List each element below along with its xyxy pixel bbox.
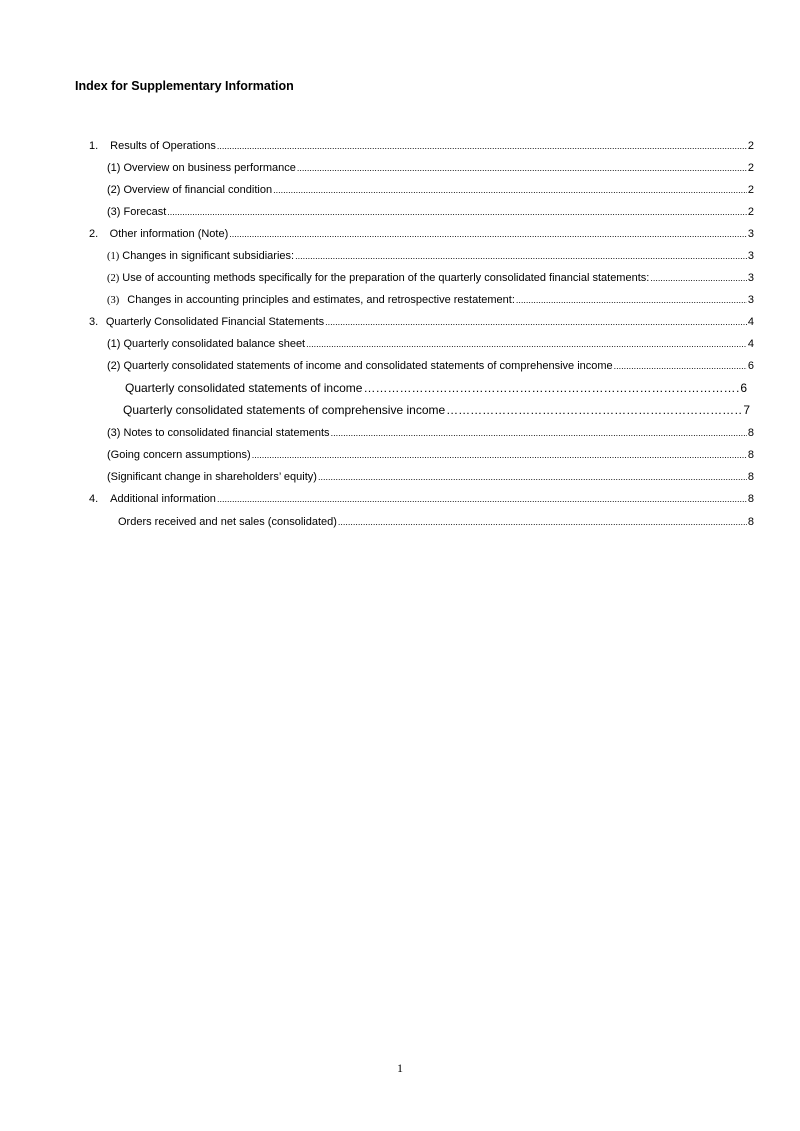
toc-page-number: 3 — [747, 272, 754, 284]
toc-leader-dots — [252, 448, 747, 462]
toc-leader-dots — [614, 359, 747, 373]
toc-entry-label: Quarterly consolidated statements of comprehensive income — [123, 403, 446, 417]
toc-section-number: 3. — [89, 316, 99, 328]
toc-page-number: 8 — [747, 427, 754, 439]
toc-leader-dots — [318, 470, 747, 484]
toc-leader-dots — [516, 293, 747, 307]
toc-entry-label: (1) Quarterly consolidated balance sheet — [107, 338, 306, 350]
toc-entry[interactable] — [107, 426, 754, 440]
toc-entry[interactable] — [89, 492, 754, 506]
toc-entry[interactable] — [107, 205, 754, 219]
toc-entry-label: Quarterly consolidated statements of income — [125, 381, 363, 395]
toc-section-number: 2. — [89, 228, 99, 240]
toc-entry-label: (Significant change in shareholders’ equity) — [107, 471, 317, 483]
toc-leader-dots — [217, 139, 747, 153]
page-number-footer: 1 — [397, 1061, 403, 1075]
toc-entry[interactable] — [107, 271, 754, 286]
toc-page-number: 2 — [747, 206, 754, 218]
toc-entry-label: Use of accounting methods specifically for the preparation of the quarterly consolidated financial statements: — [122, 272, 650, 284]
toc-page-number: 2 — [747, 162, 754, 174]
toc-entry[interactable] — [107, 470, 754, 484]
toc-leader-dots — [446, 403, 742, 418]
toc-entry-label: (2) Quarterly consolidated statements of income and consolidated statements of comprehensive income — [107, 360, 613, 372]
toc-page-number: 3 — [747, 250, 754, 262]
toc-entry[interactable] — [107, 249, 754, 264]
toc-entry-label: Other information (Note) — [109, 228, 229, 240]
toc-leader-dots — [229, 227, 747, 241]
toc-entry-label: Results of Operations — [110, 140, 216, 152]
toc-entry[interactable] — [125, 381, 747, 396]
toc-leader-dots — [338, 515, 747, 529]
toc-page-number: 6 — [740, 381, 747, 395]
toc-page-number: 8 — [747, 493, 754, 505]
toc-item-marker: (2) — [107, 273, 120, 284]
toc-entry[interactable] — [107, 359, 754, 373]
toc-entry[interactable] — [89, 315, 754, 329]
toc-page-number: 6 — [747, 360, 754, 372]
toc-entry[interactable] — [107, 183, 754, 197]
toc-entry-label: (Going concern assumptions) — [107, 449, 251, 461]
toc-section-number: 1. — [89, 140, 99, 152]
toc-entry-label: Changes in significant subsidiaries: — [122, 250, 295, 262]
toc-entry[interactable] — [107, 448, 754, 462]
toc-page-number: 3 — [747, 228, 754, 240]
toc-entry-label: (3) Forecast — [107, 206, 167, 218]
page-title: Index for Supplementary Information — [75, 79, 294, 93]
toc-leader-dots — [650, 271, 747, 285]
toc-page-number: 4 — [747, 316, 754, 328]
toc-entry-label: Orders received and net sales (consolidated) — [118, 516, 337, 528]
toc-leader-dots — [273, 183, 747, 197]
toc-leader-dots — [297, 161, 747, 175]
toc-entry-label: (1) Overview on business performance — [107, 162, 296, 174]
toc-leader-dots — [325, 315, 747, 329]
toc-page-number: 8 — [747, 471, 754, 483]
toc-leader-dots — [217, 492, 747, 506]
toc-page-number: 3 — [747, 294, 754, 306]
toc-leader-dots — [295, 249, 747, 263]
toc-leader-dots — [331, 426, 747, 440]
toc-page-number: 2 — [747, 140, 754, 152]
toc-entry[interactable] — [89, 139, 754, 153]
toc-leader-dots — [363, 381, 739, 396]
toc-entry[interactable] — [107, 337, 754, 351]
toc-page-number: 8 — [747, 449, 754, 461]
toc-entry-label: Quarterly Consolidated Financial Statements — [105, 316, 325, 328]
toc-entry[interactable] — [123, 403, 750, 418]
toc-page-number: 7 — [743, 403, 750, 417]
toc-leader-dots — [167, 205, 747, 219]
toc-entry[interactable] — [107, 293, 754, 308]
toc-item-marker: (1) — [107, 251, 120, 262]
toc-entry-label: Additional information — [110, 493, 216, 505]
toc-entry-label: (2) Overview of financial condition — [107, 184, 273, 196]
toc-entry-label: Changes in accounting principles and estimates, and retrospective restatement: — [127, 294, 515, 306]
toc-page-number: 8 — [747, 516, 754, 528]
toc-section-number: 4. — [89, 493, 99, 505]
toc-page-number: 4 — [747, 338, 754, 350]
toc-entry[interactable] — [89, 227, 754, 241]
toc-item-marker: (3) — [107, 295, 120, 306]
toc-entry[interactable] — [118, 515, 754, 529]
toc-page-number: 2 — [747, 184, 754, 196]
toc-entry-label: (3) Notes to consolidated financial statements — [107, 427, 330, 439]
toc-leader-dots — [306, 337, 747, 351]
toc-entry[interactable] — [107, 161, 754, 175]
